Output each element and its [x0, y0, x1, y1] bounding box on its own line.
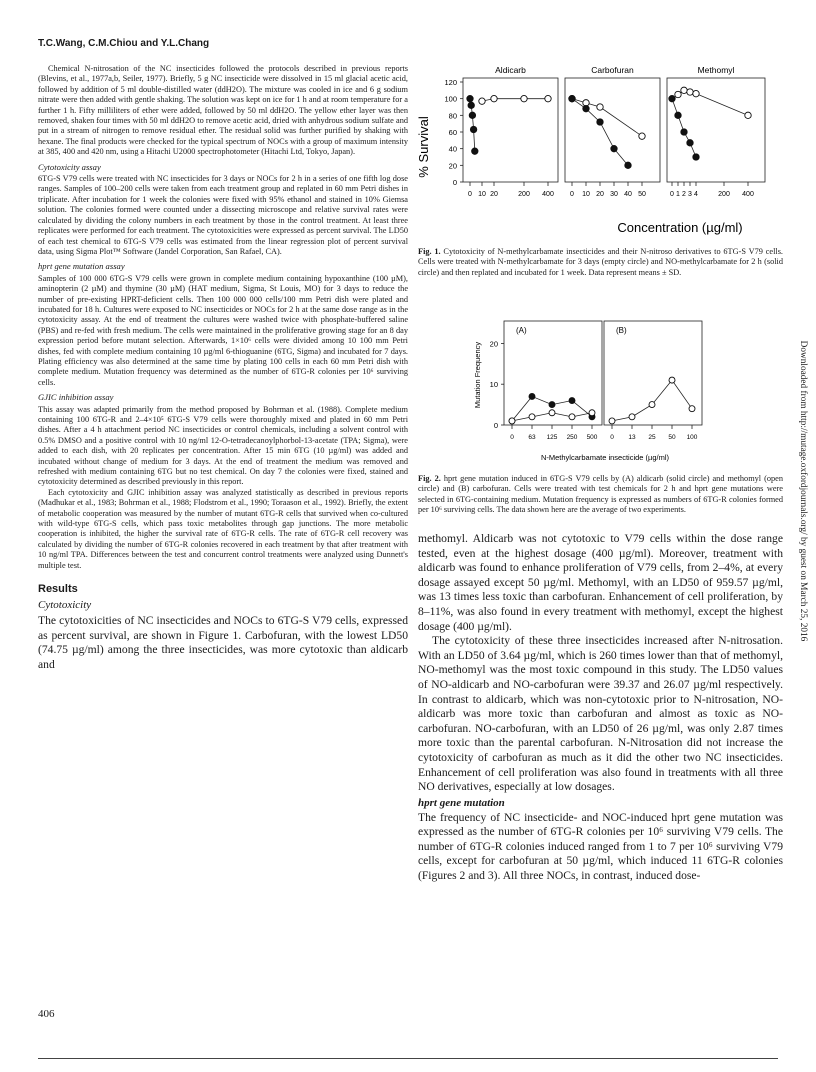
- methods-paragraph-gjic: This assay was adapted primarily from the method proposed by Bohrman et al. (1988). Complete medium containing 100 6TG-R and 2–4×10⁵ 6TG-S V79 cells were thoroughly mixed and plated in 60 mm Petri dishes. After a 4 h attachment period NC insecticides or control chemicals, including a solvent control with 0.5% DMSO and a positive control with 10 ng/ml 12-O-tetradecanoylphorbol-13-acetate (TPA; Sigma), were added to each dish, with 20 replicates per concentration. After 15 min 6TG (10 µg/ml) was added and incubated without change of medium for 3 days. At the end of treatment the medium was removed and refreshed with medium containing 6TG but no test chemical. On day 7 the colonies were fixed, stained and cytotoxicity determined as described previously in this report.: [38, 404, 408, 487]
- fig1-point-open: [687, 89, 693, 95]
- fig1-point-solid: [693, 154, 699, 160]
- fig2-ytick-label: 20: [489, 339, 498, 349]
- fig1-point-solid: [472, 148, 478, 154]
- fig1-point-solid: [569, 95, 575, 101]
- fig1-panel-carbofuran: [565, 65, 660, 198]
- fig2-panel-a: [501, 321, 602, 441]
- fig1-xtick-label: 0: [468, 191, 472, 198]
- figure-2-chart: [470, 313, 770, 463]
- fig2-ytick-label: 0: [493, 421, 498, 430]
- fig1-xtick-label: 200: [718, 191, 730, 198]
- fig1-xtick-label: 0: [670, 191, 674, 198]
- fig1-xtick-label: 400: [742, 191, 754, 198]
- fig1-point-open: [639, 133, 645, 139]
- subheading-hprt-assay: hprt gene mutation assay: [38, 261, 125, 272]
- fig2-point-open: [609, 418, 615, 424]
- results-paragraph-nitrosation: The cytotoxicity of these three insecticides increased after N-nitrosation. With an LD50 of 3.64 µg/ml, which is 260 times lower than that of methomyl, NO-methomyl was the most toxic compound in this study. The LD50 values of NO-aldicarb and NO-carbofuran were 39.37 and 26.07 µg/ml respectively. In contrast to aldicarb, which was non-cytotoxic prior to N-nitrosation, NO-aldicarb was more toxic than carbofuran and almost as toxic as NO-carbofuran. NO-carbofuran, with an LD50 of 26 µg/ml, was only 2.87 times more toxic than the parental carbofuran. N-Nitrosation did not increase the cytotoxicity of carbofuran as much as it did the other two NC insecticides. Enhancement of cell proliferation was also found in treatments with all three NO derivatives, especially at low dosages.: [418, 634, 783, 794]
- fig1-panel-frame: [565, 78, 660, 182]
- fig1-point-open: [745, 112, 751, 118]
- figure-1-caption: [418, 247, 783, 278]
- fig2-xtick-label: 50: [668, 434, 676, 441]
- subheading-hprt-mutation: hprt gene mutation: [418, 796, 505, 809]
- fig2-xtick-label: 0: [510, 434, 514, 441]
- fig2-xlabel: N-Methylcarbamate insecticide (µg/ml): [540, 453, 670, 462]
- fig2-point-open: [509, 418, 515, 424]
- fig1-point-solid: [625, 162, 631, 168]
- fig1-yticks: [444, 78, 457, 187]
- results-paragraph-hprt: The frequency of NC insecticide- and NOC-induced hprt gene mutation was expressed as the number of 6TG-R colonies per 10⁶ surviving V79 cells. The number of 6TG-R colonies induced ranged from 1 to 7 per 10⁶ surviving V79 cells, except for carbofuran at 50 µg/ml, which induced 11 6TG-R colonies (Figures 2 and 3). All three NOCs, in contrast, induced dose-: [418, 810, 783, 883]
- fig2-caption-text: hprt gene mutation induced in 6TG-S V79 cells by (A) aldicarb (solid circle) and methomyl (open circle) and (B) carbofuran. Cells were treated with test chemicals for 2 h and hprt gene mutations were selected in 6TG-containing medium. Mutation frequency is expressed as numbers of 6TG-R colonies formed per 10⁶ surviving cells. The data shown here are the average of two experiments.: [418, 474, 783, 515]
- fig1-panel-frame: [463, 78, 558, 182]
- fig1-xtick-label: 20: [490, 191, 498, 198]
- fig1-xtick-label: 20: [596, 191, 604, 198]
- subheading-cytotoxicity-assay: Cytotoxicity assay: [38, 161, 101, 172]
- fig1-panel-title: Methomyl: [697, 65, 735, 75]
- fig2-ylabel: Mutation Frequency: [473, 341, 482, 409]
- fig1-xtick-label: 10: [582, 191, 590, 198]
- fig2-xtick-label: 125: [546, 434, 558, 441]
- fig1-xtick-label: 10: [478, 191, 486, 198]
- fig2-point-open: [529, 414, 535, 420]
- fig2-panel-frame: [604, 321, 702, 425]
- fig1-point-solid: [468, 102, 474, 108]
- fig1-ytick-label: 60: [448, 128, 457, 137]
- fig1-point-solid: [687, 140, 693, 146]
- fig1-point-solid: [669, 95, 675, 101]
- footer-rule: [38, 1058, 778, 1059]
- fig1-xtick-label: 50: [638, 191, 646, 198]
- fig1-point-open: [545, 95, 551, 101]
- fig2-panel-frame: [504, 321, 602, 425]
- fig2-xtick-label: 500: [586, 434, 598, 441]
- fig2-xtick-label: 13: [628, 434, 636, 441]
- fig1-xtick-label: 400: [542, 191, 554, 198]
- fig1-point-open: [521, 95, 527, 101]
- fig1-xtick-label: 0: [570, 191, 574, 198]
- fig1-panel-title: Carbofuran: [591, 65, 634, 75]
- methods-paragraph-cytotoxicity: 6TG-S V79 cells were treated with NC insecticides for 3 days or NOCs for 2 h in a series of one fifth log dose ranges. Samples of 100–200 cells were taken from each treatment group and replated in 60 mm Petri dishes in triplicate. After incubation for 1 week the colonies were fixed with 95% ethanol and stained in 10% Giemsa solution. The colonies formed were counted under a dissecting microscope and relative survival rates were calculated by dividing the colony numbers in each treatment by those in the control treatment. At least three replicates were performed for each treatment. The cytotoxicities were expressed as percent survival. The LD50 of each test chemical to 6TG-S V79 cells was estimated from the linear regression plot of percent survival data, using Sigma Plot™ Software (Jandel Corporation, San Rafael, CA).: [38, 174, 408, 256]
- fig2-panel-b: [604, 321, 702, 441]
- fig2-point-open: [669, 377, 675, 383]
- fig2-xtick-label: 0: [610, 434, 614, 441]
- running-header: T.C.Wang, C.M.Chiou and Y.L.Chang: [38, 38, 210, 49]
- fig1-panel-aldicarb: [460, 65, 558, 198]
- figure-1-chart: [418, 62, 790, 240]
- fig2-xtick-label: 25: [648, 434, 656, 441]
- fig2-panel-title: (B): [616, 326, 627, 335]
- fig1-ytick-label: 40: [448, 144, 457, 154]
- fig2-point-solid: [529, 393, 535, 399]
- fig1-ylabel: % Survival: [416, 116, 431, 178]
- results-paragraph-cytotoxicity: The cytotoxicities of NC insecticides and NOCs to 6TG-S V79 cells, expressed as percent survival, are shown in Figure 1. Carbofuran, with the lowest LD50 (74.75 µg/ml) among the three insecticides, was more cytotoxic than aldicarb and: [38, 614, 408, 671]
- fig1-caption-label: Fig. 1.: [418, 247, 441, 256]
- fig2-caption-label: Fig. 2.: [418, 474, 441, 483]
- fig2-xtick-label: 250: [566, 434, 578, 441]
- fig2-panel-title: (A): [516, 326, 527, 335]
- fig1-point-solid: [469, 112, 475, 118]
- fig2-xtick-label: 63: [528, 434, 536, 441]
- fig1-point-solid: [611, 145, 617, 151]
- fig1-xtick-label: 40: [624, 191, 632, 198]
- left-column: [38, 64, 408, 672]
- fig2-point-solid: [569, 398, 575, 404]
- fig1-panel-title: Aldicarb: [495, 65, 526, 75]
- fig2-point-open: [629, 414, 635, 420]
- fig1-point-open: [479, 98, 485, 104]
- fig1-ytick-label: 80: [448, 111, 457, 121]
- fig2-series-line: [612, 380, 692, 421]
- fig2-point-open: [569, 414, 575, 420]
- fig1-point-solid: [675, 112, 681, 118]
- fig2-point-solid: [549, 402, 555, 408]
- page-number: 406: [38, 1008, 55, 1020]
- fig2-series-line: [512, 396, 592, 420]
- fig1-point-open: [675, 91, 681, 97]
- fig2-ytick-label: 10: [489, 380, 498, 390]
- fig1-xtick-label: 30: [610, 191, 618, 198]
- section-heading-results: Results: [38, 583, 78, 596]
- fig1-ytick-label: 20: [448, 161, 457, 171]
- subheading-gjic-assay: GJIC inhibition assay: [38, 392, 114, 403]
- fig1-point-open: [597, 104, 603, 110]
- results-paragraph-insecticides: methomyl. Aldicarb was not cytotoxic to V79 cells within the dose range tested, even at the highest dosage (400 µg/ml). Moreover, treatment with aldicarb was found to enhance proliferation of V79 cells, from 2–4%, at every dosage assayed except 50 µg/ml. Methomyl, with an LD50 of 959.57 µg/ml, was 13 times less toxic than carbofuran. Enhancement of cell proliferation, by 8–11%, was also found in every treatment with methomyl, except the highest dosage (400 µg/ml).: [418, 532, 783, 633]
- fig2-point-open: [549, 410, 555, 416]
- fig1-point-solid: [470, 126, 476, 132]
- fig1-point-solid: [583, 105, 589, 111]
- fig1-point-solid: [467, 95, 473, 101]
- figure-2-caption: [418, 474, 783, 516]
- fig1-ytick-label: 100: [444, 94, 457, 104]
- methods-paragraph-statistics: Each cytotoxicity and GJIC inhibition assay was analyzed statistically as described in previous reports (Madhukar et al., 1983; Bohrman et al., 1988; Flodstrom et al., 1990; Toraason et al., 1992). Briefly, the extent of metabolic cooperation was measured by the number of mutant 6TG-R cells that survived when co-cultured with wild-type 6TG-S cells, which pass toxic metabolites through gap junctions. The more metabolic cooperation is inhibited, the higher the survival rate of 6TG-R cells. The rate of 6TG-R cell recovery was calculated by dividing the number of 6TG-R colonies recovered in each treatment by that after treatment with 10 ng/ml TPA. Differences between the test and concurrent control treatments were analyzed using Dunnett's multiple test.: [38, 487, 408, 570]
- fig2-point-open: [649, 402, 655, 408]
- fig1-xtick-label: 2: [682, 191, 686, 198]
- fig1-point-open: [491, 95, 497, 101]
- fig1-xtick-label: 3: [688, 191, 692, 198]
- download-notice: Downloaded from http://mutage.oxfordjournals.org/ by guest on March 25, 2016: [798, 340, 808, 642]
- fig1-series-line: [572, 99, 642, 136]
- fig2-yticks: [490, 339, 498, 430]
- fig1-series-line: [672, 99, 696, 157]
- fig1-panel-methomyl: [667, 65, 765, 198]
- methods-paragraph-hprt: Samples of 100 000 6TG-S V79 cells were grown in complete medium containing hypoxanthine (100 µM), aminopterin (2 µM) and thymine (30 µM) (HAT medium, Sigma, St Louis, MO) for 3 days to reduce the number of pre-existing HPRT-deficient cells. Then 100 000 000 cells/100 mm Petri dish were plated and incubated for 18 h. Cultures were exposed to NC insecticides or NOCs for 2 h at the same dose range as in the cytotoxicity assay. At the end of treatment the cultures were washed twice with phosphate-buffered saline (PBS) and re-fed with fresh medium. The cells were maintained in the proliferative growing stage for an 8 day expression period before mutant selection. Afterwards, 1×10⁶ cells were divided among 10 100 mm Petri dishes, fed with complete medium containing 10 µg/ml 6-thioguanine (6TG, Sigma) and incubated for 7 days. Plating efficiency was also determined at the same time by plating 100 cells in each 60 mm Petri dish with complete medium. Mutation frequency was determined as the number of 6TG-R colonies per 10⁶ surviving cells.: [38, 273, 408, 387]
- fig2-point-open: [589, 410, 595, 416]
- fig1-xtick-label: 4: [694, 191, 698, 198]
- subheading-cytotoxicity: Cytotoxicity: [38, 599, 92, 612]
- fig1-xlabel: Concentration (µg/ml): [617, 220, 743, 235]
- fig1-caption-text: Cytotoxicity of N-methylcarbamate insecticides and their N-nitroso derivatives to 6TG-S V79 cells. Cells were treated with N-methylcarbamate for 3 days (empty circle) and NO-methylcarbamate for 2 h (solid circle) and then replated and incubated for 1 week. Data represent means ± SD.: [418, 247, 783, 277]
- fig1-xtick-label: 200: [518, 191, 530, 198]
- fig1-xtick-label: 1: [676, 191, 680, 198]
- fig1-ytick-label: 120: [444, 78, 457, 87]
- fig1-point-open: [693, 90, 699, 96]
- methods-paragraph-nitrosation: Chemical N-nitrosation of the NC insecticides followed the protocols described in previous reports (Blevins, et al., 1977a,b, Seiler, 1977). Briefly, 5 g NC insecticide were dissolved in 15 ml glacial acetic acid, followed by addition of 5 ml double-distilled water (ddH2O). The mixture was cooled in ice and 6 g sodium nitrate were then added with gentle shaking. The solution was kept on ice for 1 h and at room temperature for a further 1 h. Fifty milliliters of ether were added, followed by 50 ml ddH2O. The yellow ether layer was then removed, shaken four times with 50 ml ddH2O to remove acetic acid, dried with anhydrous sodium sulfate and put in a stream of nitrogen to remove residual ether. The residual solid was further purified by shaking with hexane. The final products were checked for the typical spectrum of NOCs with a group of maximum intensity at 385, 400 and 420 nm, using a Hitachi U2000 spectrophotometer (Hitachi Ltd, Tokyo, Japan).: [38, 64, 408, 157]
- fig2-point-open: [689, 406, 695, 412]
- fig1-ytick-label: 0: [452, 178, 457, 187]
- fig2-xtick-label: 100: [686, 434, 698, 441]
- fig1-point-solid: [597, 119, 603, 125]
- fig1-point-solid: [681, 129, 687, 135]
- right-column: [418, 532, 783, 884]
- fig1-point-open: [681, 87, 687, 93]
- download-sidebar: [796, 250, 810, 730]
